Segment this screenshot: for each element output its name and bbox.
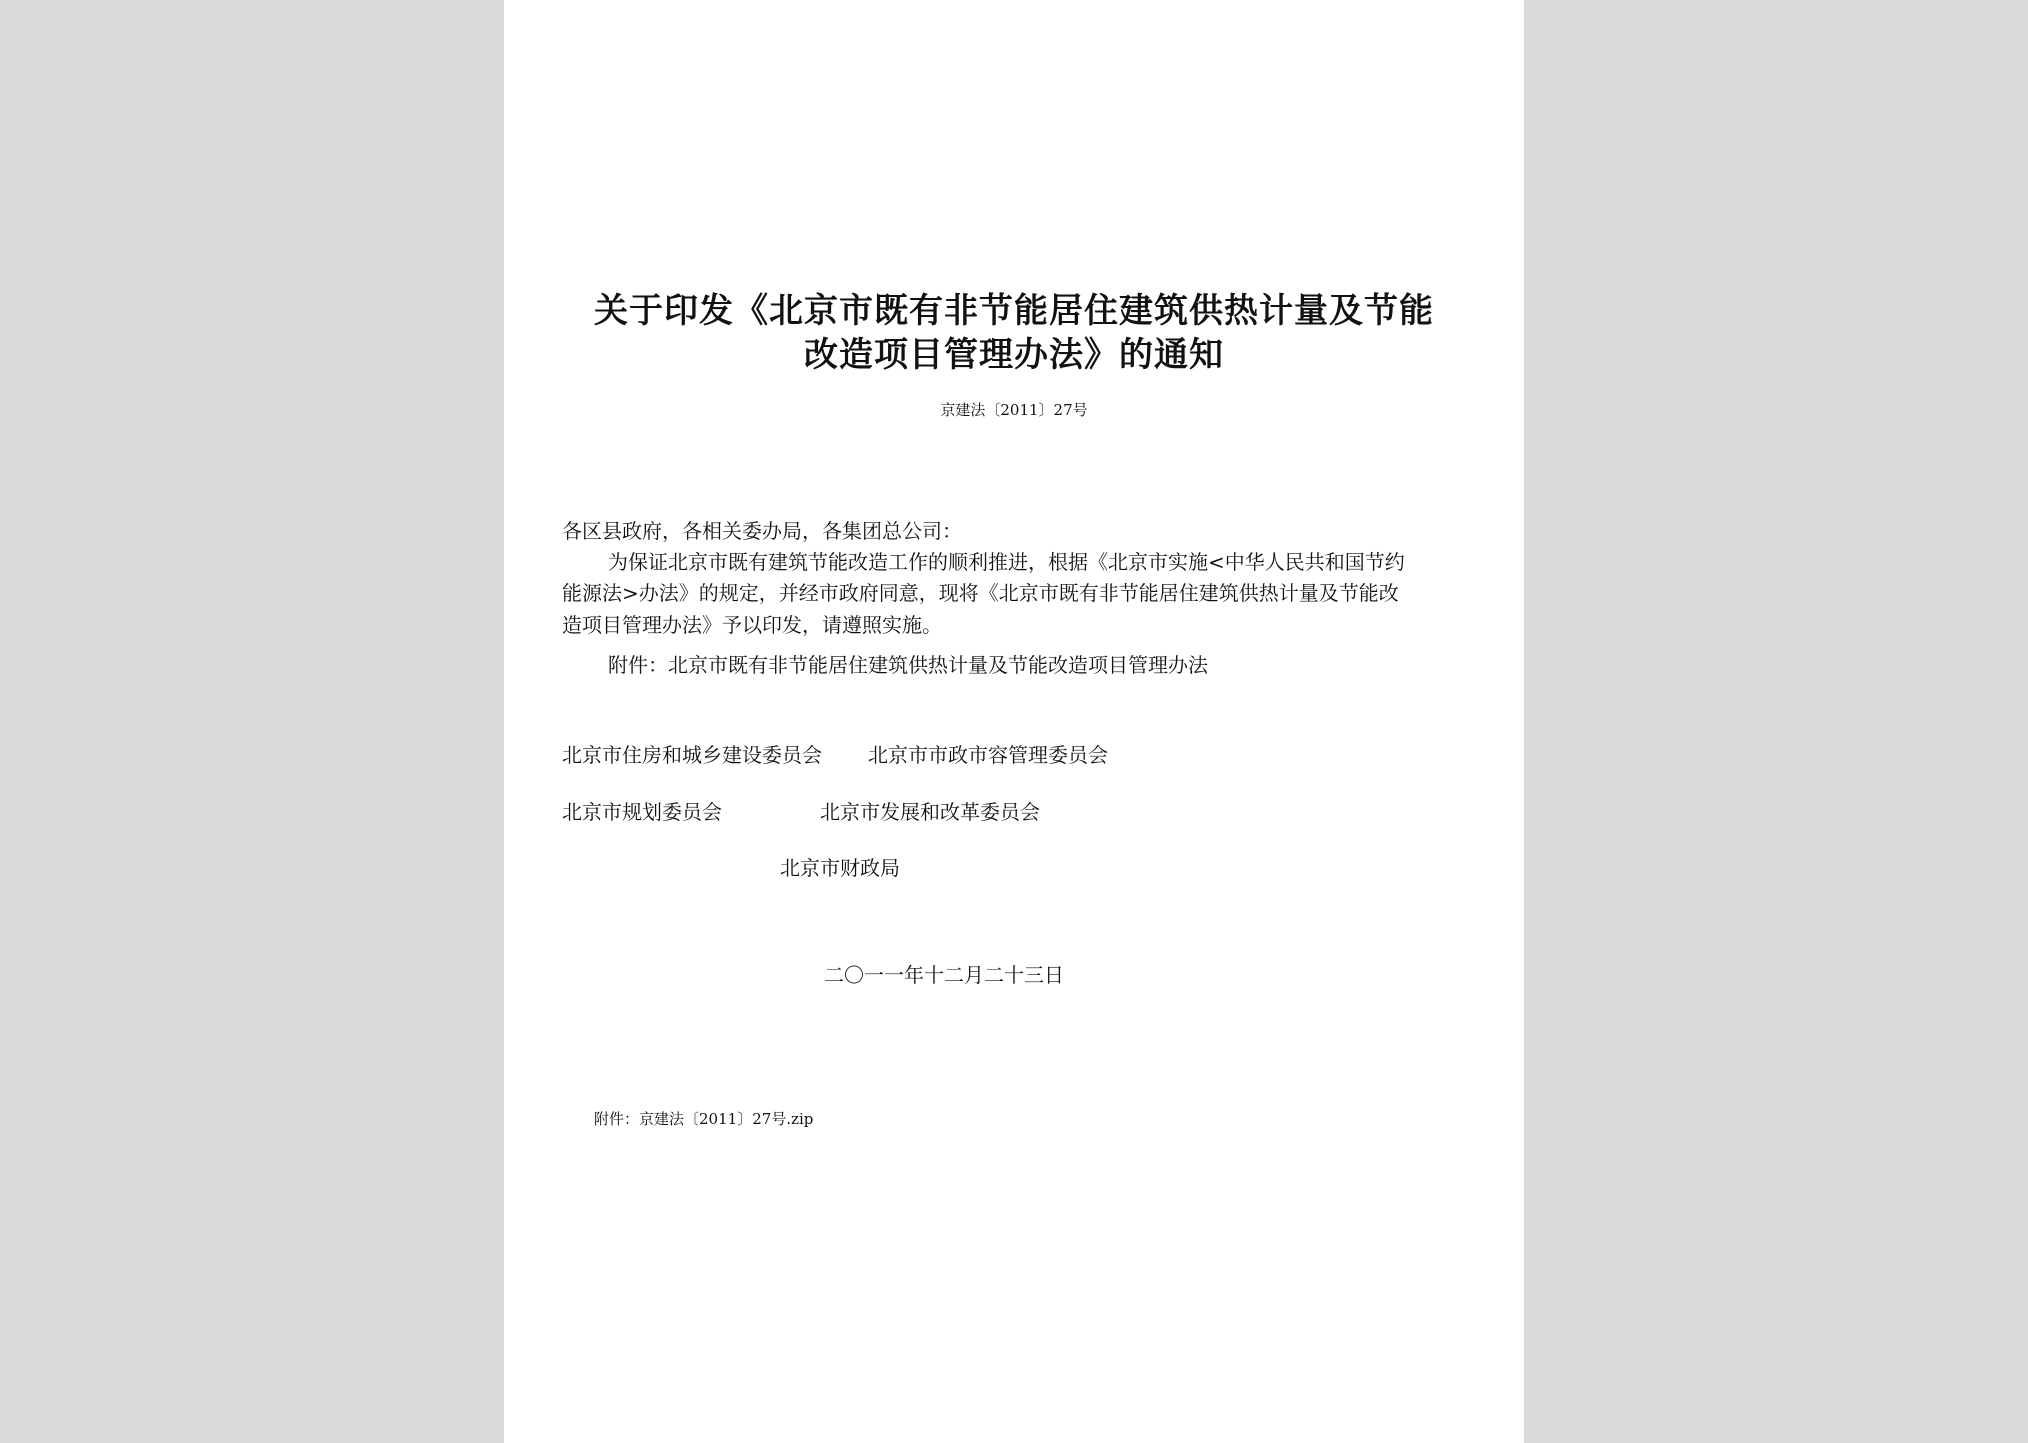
attachment-reference: 附件：北京市既有非节能居住建筑供热计量及节能改造项目管理办法	[608, 653, 1208, 677]
file-attachment	[594, 1108, 813, 1129]
document-page	[504, 0, 1524, 1443]
file-attachment-label: 附件：	[594, 1110, 640, 1128]
document-number: 京建法〔2011〕27号	[940, 401, 1088, 419]
issuer-development-reform-commission: 北京市发展和改革委员会	[820, 800, 1040, 824]
document-date: 二〇一一年十二月二十三日	[824, 963, 1064, 987]
file-attachment-link[interactable]: 京建法〔2011〕27号.zip	[639, 1110, 814, 1128]
salutation: 各区县政府，各相关委办局，各集团总公司：	[562, 519, 962, 543]
body-line-2: 能源法>办法》的规定，并经市政府同意，现将《北京市既有非节能居住建筑供热计量及节能改	[562, 581, 1399, 605]
document-title-line-2: 改造项目管理办法》的通知	[804, 335, 1224, 375]
body-line-3: 造项目管理办法》予以印发，请遵照实施。	[562, 613, 942, 637]
body-line-1: 为保证北京市既有建筑节能改造工作的顺利推进，根据《北京市实施<中华人民共和国节约	[608, 550, 1405, 574]
issuer-housing-commission: 北京市住房和城乡建设委员会	[562, 743, 822, 767]
document-title-line-1: 关于印发《北京市既有非节能居住建筑供热计量及节能	[594, 291, 1434, 331]
issuer-planning-commission: 北京市规划委员会	[562, 800, 722, 824]
issuer-city-admin-commission: 北京市市政市容管理委员会	[868, 743, 1108, 767]
issuer-finance-bureau: 北京市财政局	[780, 856, 900, 880]
